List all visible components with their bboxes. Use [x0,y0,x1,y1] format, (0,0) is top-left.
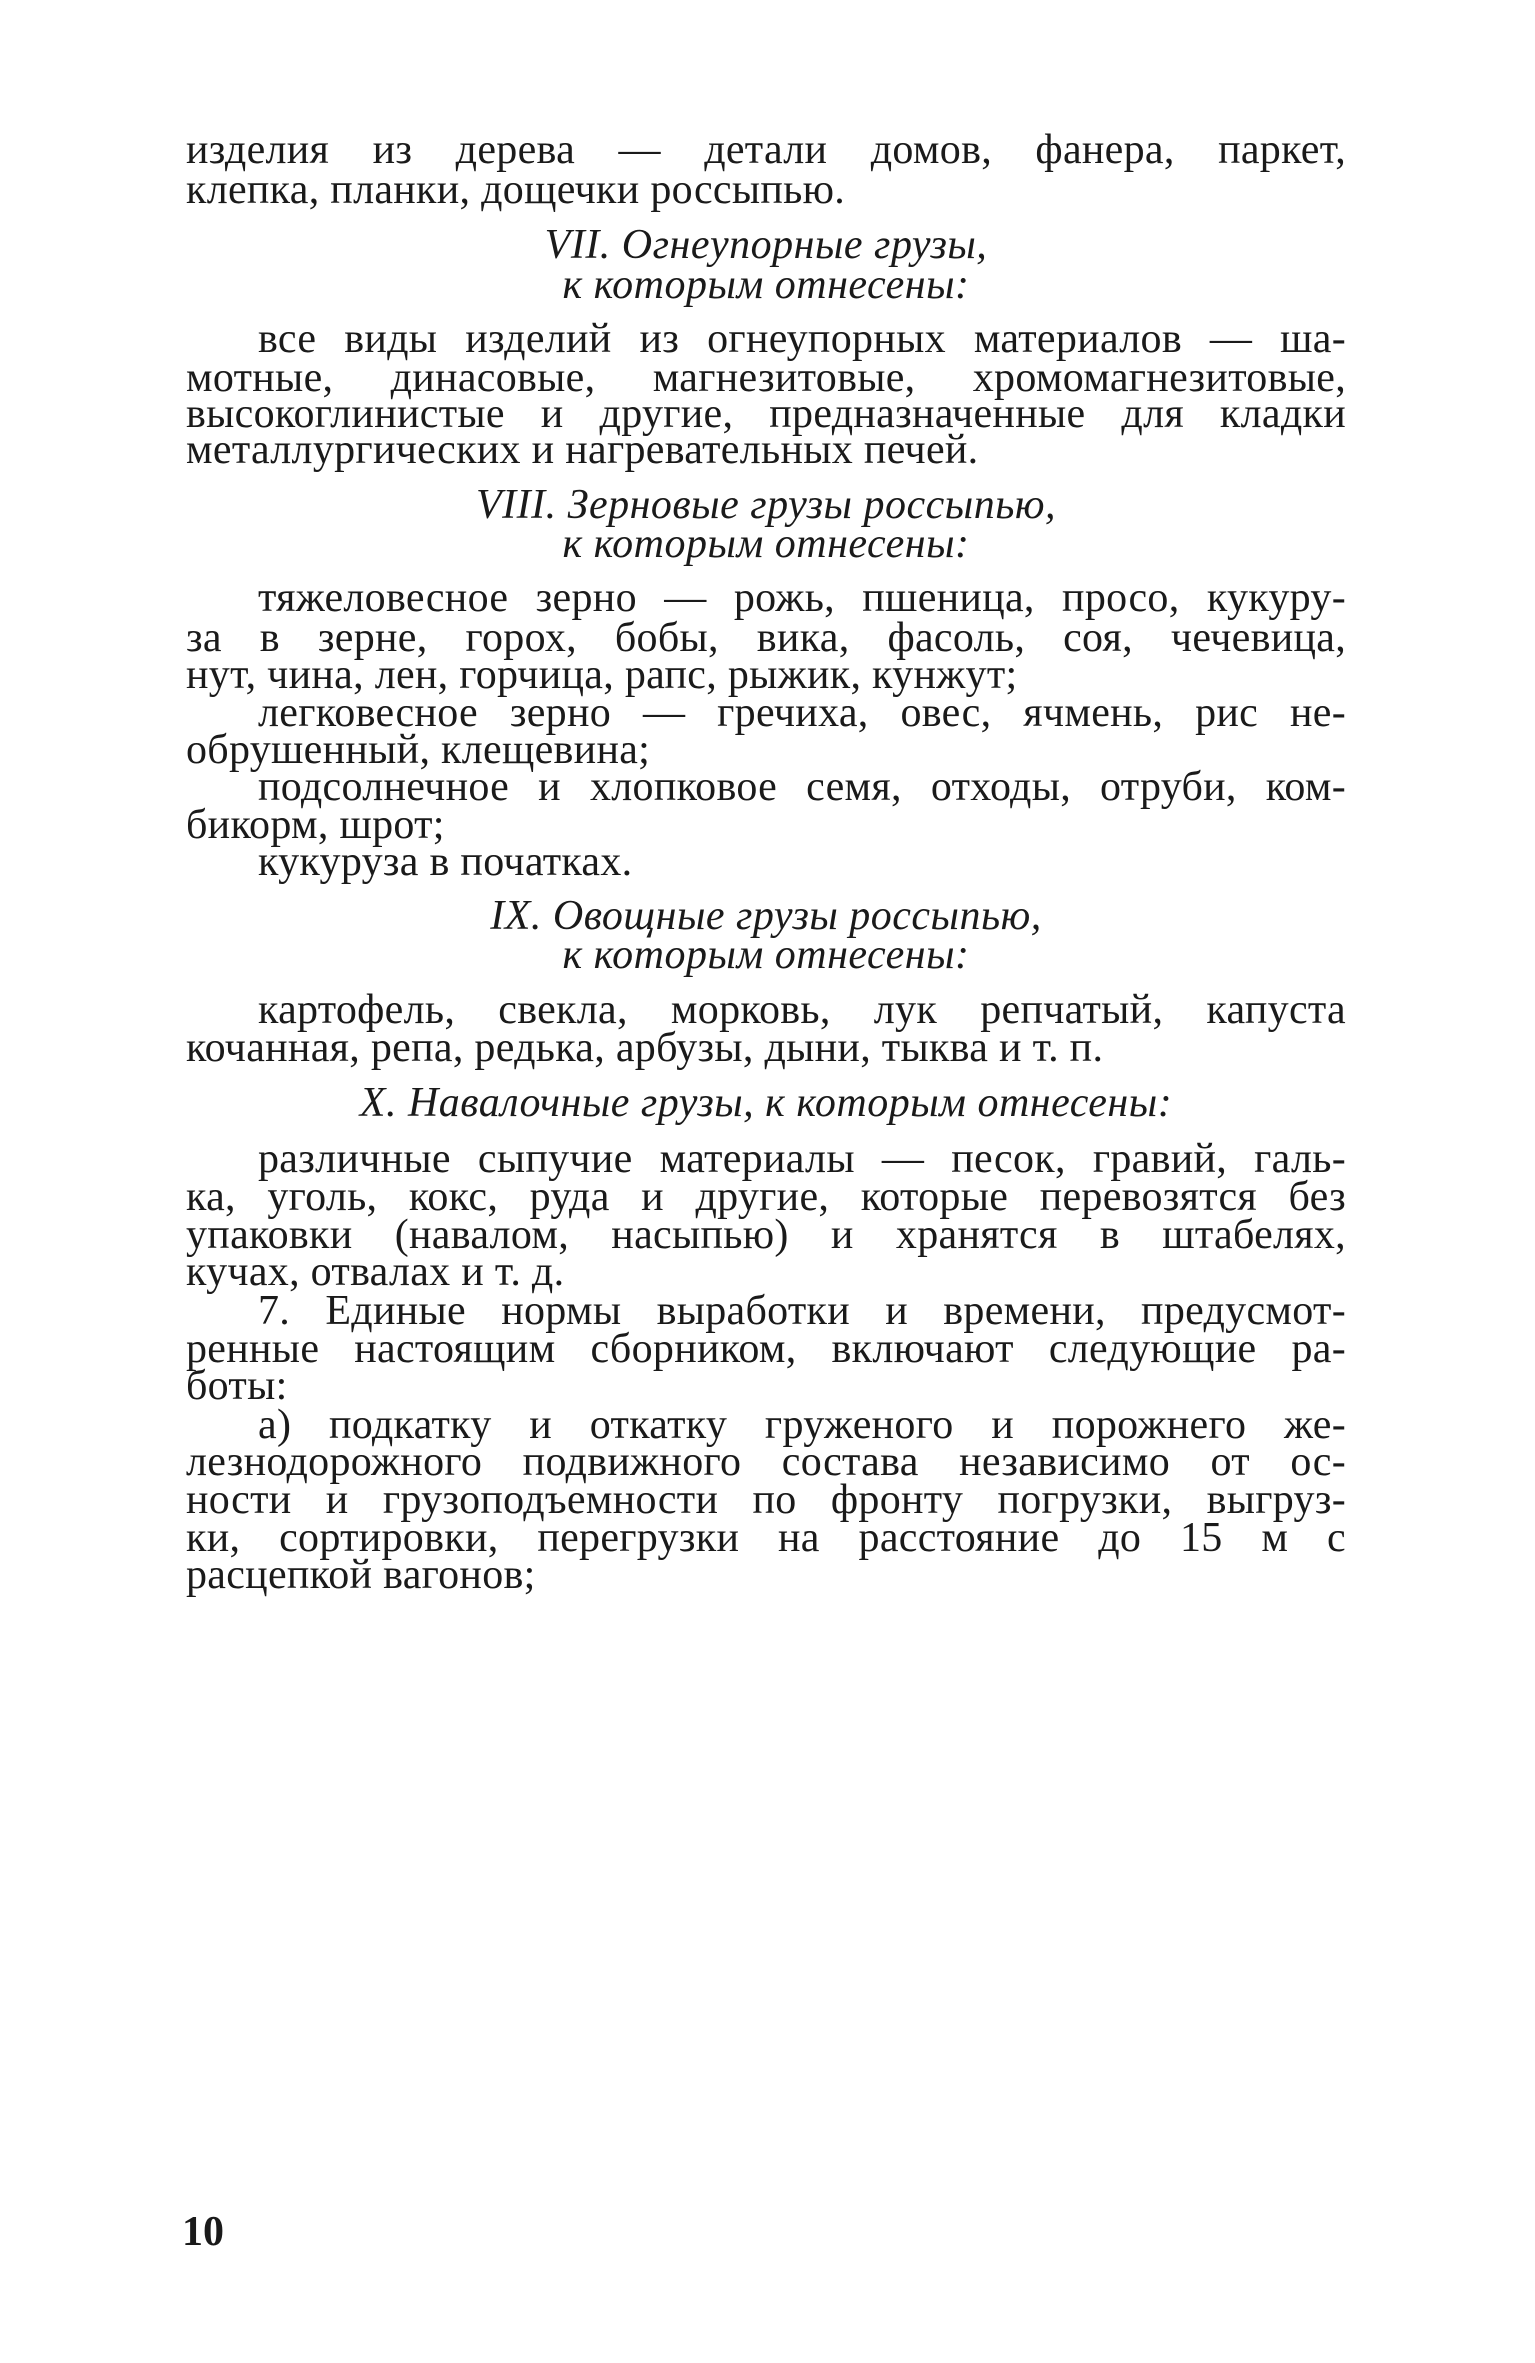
text-line: боты: [186,1363,288,1409]
text-line: кучах, отвалах и т. д. [186,1249,565,1295]
text-line: изделия из дерева — детали домов, фанера, паркет, [186,127,1346,173]
section-heading: к которым отнесены: [562,262,970,308]
text-line: расцепкой вагонов; [186,1552,536,1598]
text-line: все виды изделий из огнеупорных материалов — ша- [258,316,1346,362]
text-line: бикорм, шрот; [186,802,445,848]
section-heading: VIII. Зерновые грузы россыпью, [476,482,1056,528]
page-number: 10 [182,2209,224,2255]
text-line: ности и грузоподъемности по фронту погрузки, выгруз- [186,1477,1346,1523]
text-line: лезнодорожного подвижного состава независимо от ос- [186,1439,1346,1485]
text-line: клепка, планки, дощечки россыпью. [186,167,846,213]
text-line: ка, уголь, кокс, руда и другие, которые перевозятся без [186,1174,1346,1220]
text-line: кукуруза в початках. [258,839,633,885]
text-line: тяжеловесное зерно — рожь, пшеница, просо, кукуру- [258,575,1346,621]
section-heading: IX. Овощные грузы россыпью, [490,893,1042,939]
text-line: обрушенный, клещевина; [186,727,651,773]
text-line: 7. Единые нормы выработки и времени, предусмот- [258,1288,1346,1334]
section-heading: к которым отнесены: [562,521,970,567]
text-line: ки, сортировки, перегрузки на расстояние до 15 м с [186,1515,1346,1561]
text-line: упаковки (навалом, насыпью) и хранятся в штабелях, [186,1212,1346,1258]
section-heading: VII. Огнеупорные грузы, [544,222,988,268]
text-line: высокоглинистые и другие, предназначенные для кладки [186,391,1346,437]
text-line: за в зерне, горох, бобы, вика, фасоль, соя, чечевица, [186,615,1346,661]
text-line: мотные, динасовые, магнезитовые, хромомагнезитовые, [186,355,1346,401]
text-line: кочанная, репа, редька, арбузы, дыни, тыква и т. п. [186,1025,1104,1071]
text-line: а) подкатку и откатку груженого и порожнего же- [258,1402,1346,1448]
text-line: нут, чина, лен, горчица, рапс, рыжик, кунжут; [186,652,1018,698]
text-line: различные сыпучие материалы — песок, гравий, галь- [258,1136,1346,1182]
text-line: ренные настоящим сборником, включают следующие ра- [186,1326,1346,1372]
text-line: картофель, свекла, морковь, лук репчатый, капуста [258,987,1346,1033]
section-heading: к которым отнесены: [562,932,970,978]
text-line: легковесное зерно — гречиха, овес, ячмень, рис не- [258,690,1346,736]
text-line: подсолнечное и хлопковое семя, отходы, отруби, ком- [258,764,1346,810]
section-heading: X. Навалочные грузы, к которым отнесены: [359,1080,1173,1126]
text-line: металлургических и нагревательных печей. [186,427,979,473]
